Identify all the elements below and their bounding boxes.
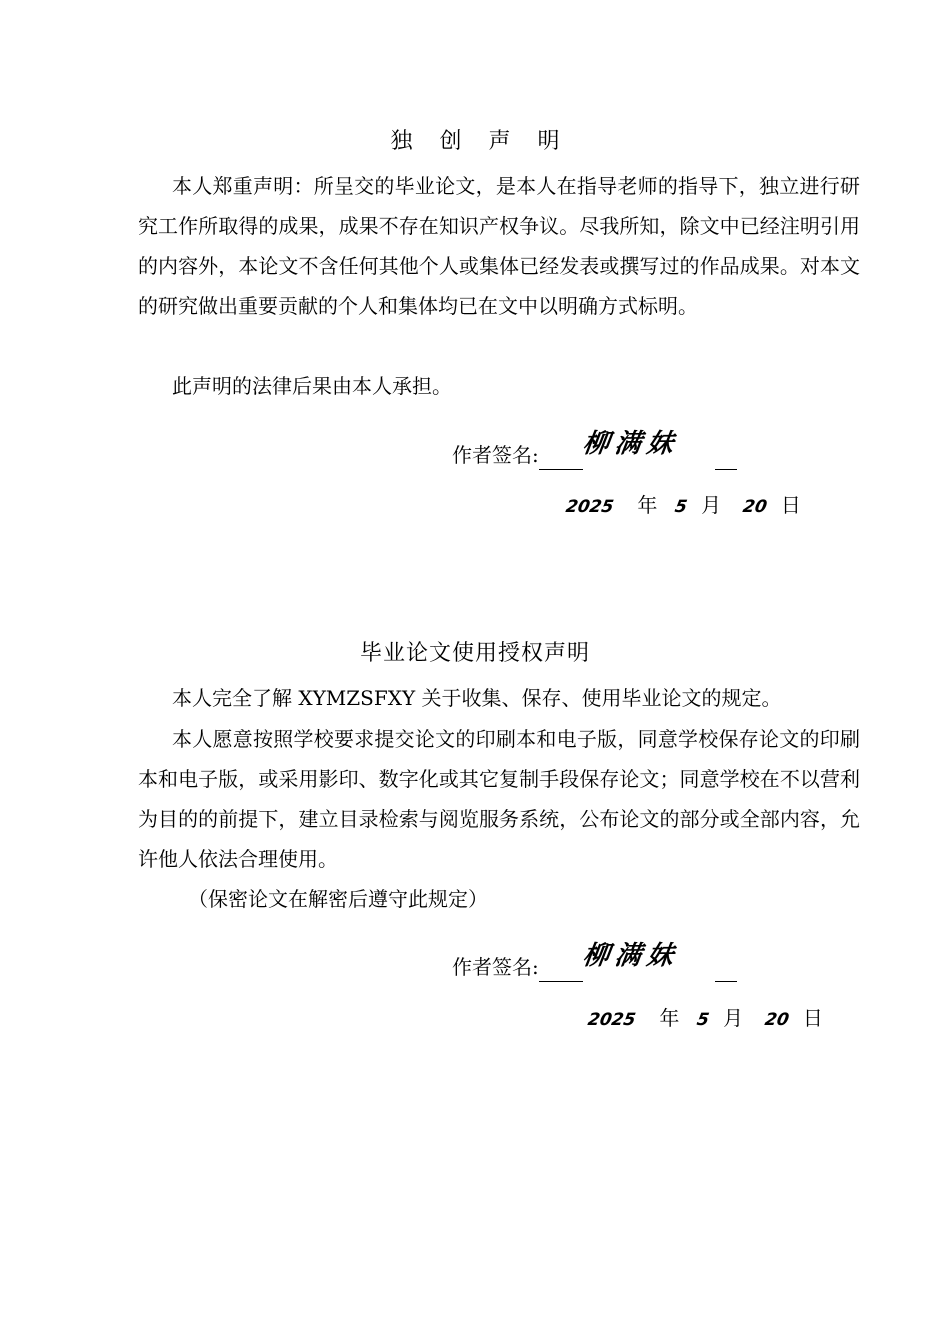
authorization-paragraph-1: 本人完全了解 XYMZSFXY 关于收集、保存、使用毕业论文的规定。 [172,686,782,710]
date-year: 2025 [564,497,616,517]
date-day: 20 [763,1010,791,1030]
signature-blank-end [715,957,737,982]
authorization-title: 毕业论文使用授权声明 [359,641,590,666]
declaration-paragraph-1: 本人郑重声明：所呈交的毕业论文，是本人在指导老师的指导下，独立进行研究工作所取得的成果，成果不存在知识产权争议。尽我所知，除文中已经注明引用的内容外，本论文不含任何其他个人或集体已经发表或撰写过的作品成果。对本文的研究做出重要贡献的个人和集体均已在文中以明确方式标明。 [138,174,860,318]
date-year: 2025 [586,1010,638,1030]
signature-blank [539,445,583,470]
authorization-signature-line [452,941,737,982]
declaration-paragraph-2: 此声明的法律后果由本人承担。 [172,374,452,398]
signature-label: 作者签名: [452,443,539,467]
date-month: 5 [673,497,689,517]
date-month-label: 月 [723,1006,744,1030]
date-day-label: 日 [780,493,801,517]
date-year-label: 年 [659,1006,680,1030]
declaration-date [566,490,801,522]
signature-label: 作者签名: [452,955,539,979]
declaration-signature-line [452,429,737,470]
authorization-paragraph-2: 本人愿意按照学校要求提交论文的印刷本和电子版，同意学校保存论文的印刷本和电子版，或采用影印、数字化或其它复制手段保存论文；同意学校在不以营利为目的的前提下，建立目录检索与阅览服务系统，公布论文的部分或全部内容，允许他人依法合理使用。 [138,727,860,871]
date-month-label: 月 [701,493,722,517]
signature-blank-end [715,445,737,470]
declaration-title: 独 创 声 明 [390,129,570,154]
date-day: 20 [741,497,769,517]
date-day-label: 日 [802,1006,823,1030]
handwritten-signature: 柳满妹 [580,429,681,459]
handwritten-signature: 柳满妹 [580,941,681,971]
authorization-paragraph-3: （保密论文在解密后遵守此规定） [188,887,488,911]
signature-blank [539,957,583,982]
date-year-label: 年 [637,493,658,517]
authorization-date [588,1003,823,1035]
date-month: 5 [695,1010,711,1030]
